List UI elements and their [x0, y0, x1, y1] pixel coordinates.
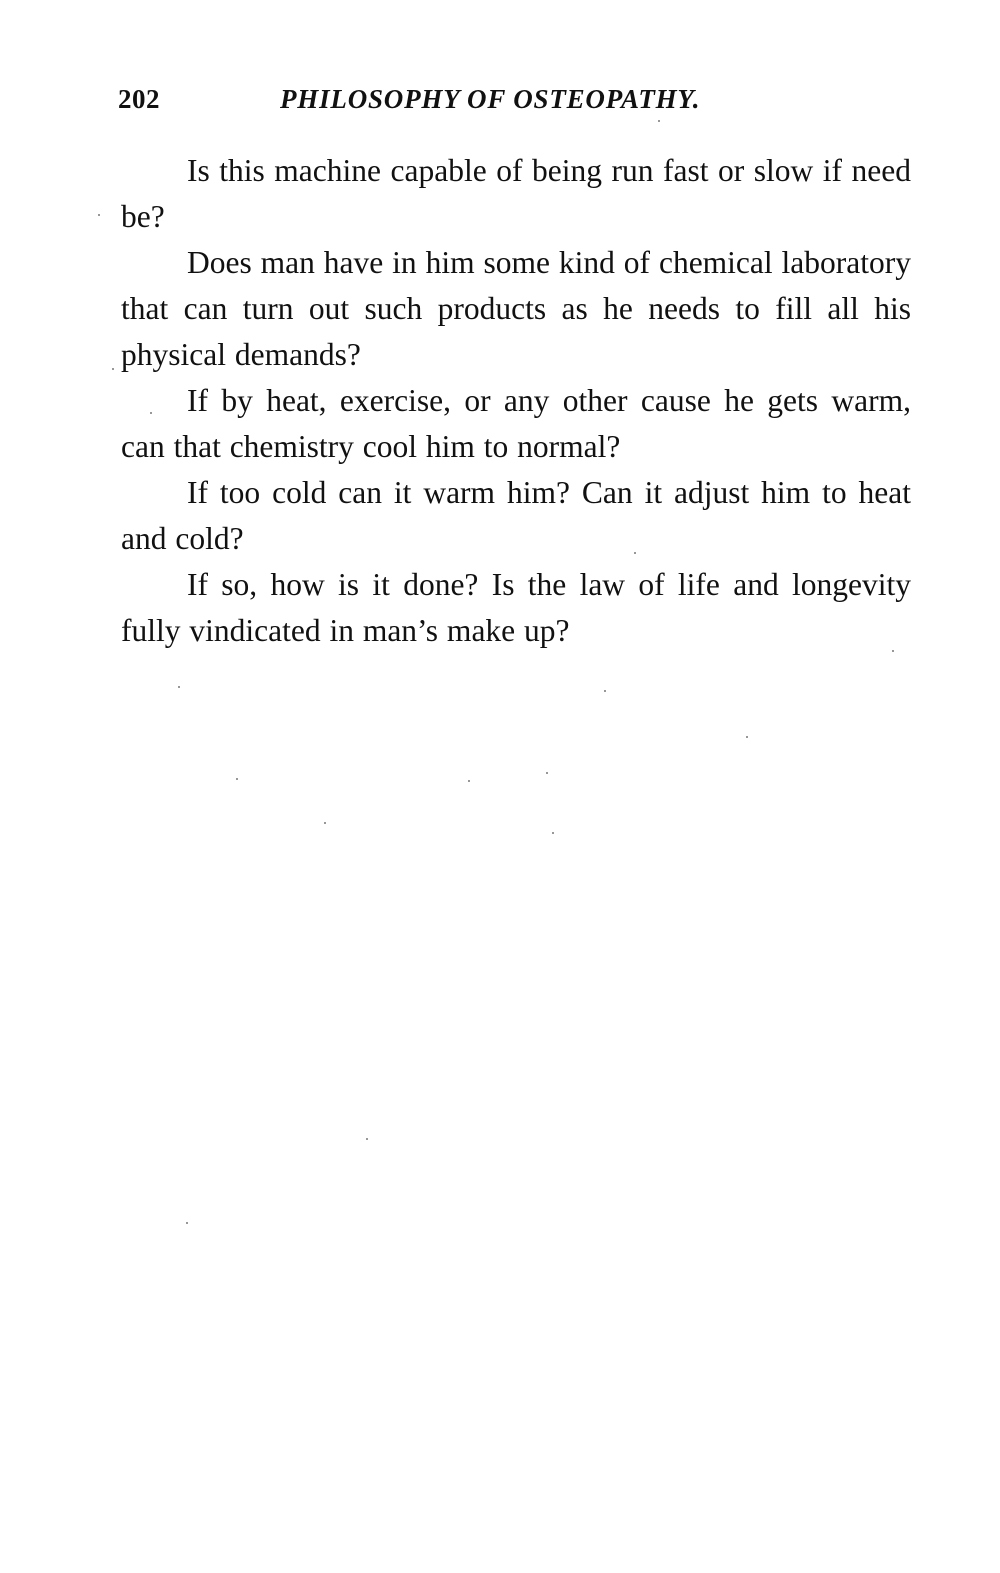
scan-speck [366, 1138, 368, 1140]
running-title: PHILOSOPHY OF OSTEOPATHY. [280, 84, 701, 114]
scan-speck [746, 736, 748, 738]
scan-speck [892, 650, 894, 652]
scan-speck [604, 690, 606, 692]
scan-speck [236, 778, 238, 780]
paragraph: If so, how is it done? Is the law of life and longevity fully vindicated in man’s make up? [121, 567, 911, 648]
scan-speck [634, 552, 636, 554]
scan-speck [468, 780, 470, 782]
scan-speck [552, 832, 554, 834]
body-text [121, 148, 911, 654]
scan-speck [186, 1222, 188, 1224]
page-number: 202 [118, 84, 160, 114]
paragraph: If by heat, exercise, or any other cause he gets warm, can that chemistry cool him to normal? [121, 383, 911, 464]
scan-speck [150, 412, 152, 414]
scan-speck [324, 822, 326, 824]
scan-speck [546, 772, 548, 774]
scan-speck [112, 368, 114, 370]
running-head [118, 78, 908, 122]
scan-speck [658, 120, 660, 122]
scan-speck [178, 686, 180, 688]
paragraph: Is this machine capable of being run fast or slow if need be? [121, 153, 911, 234]
paragraph: If too cold can it warm him? Can it adjust him to heat and cold? [121, 475, 911, 556]
paragraph: Does man have in him some kind of chemical laboratory that can turn out such products as he needs to fill all his physical demands? [121, 245, 911, 372]
scan-speck [98, 214, 100, 216]
